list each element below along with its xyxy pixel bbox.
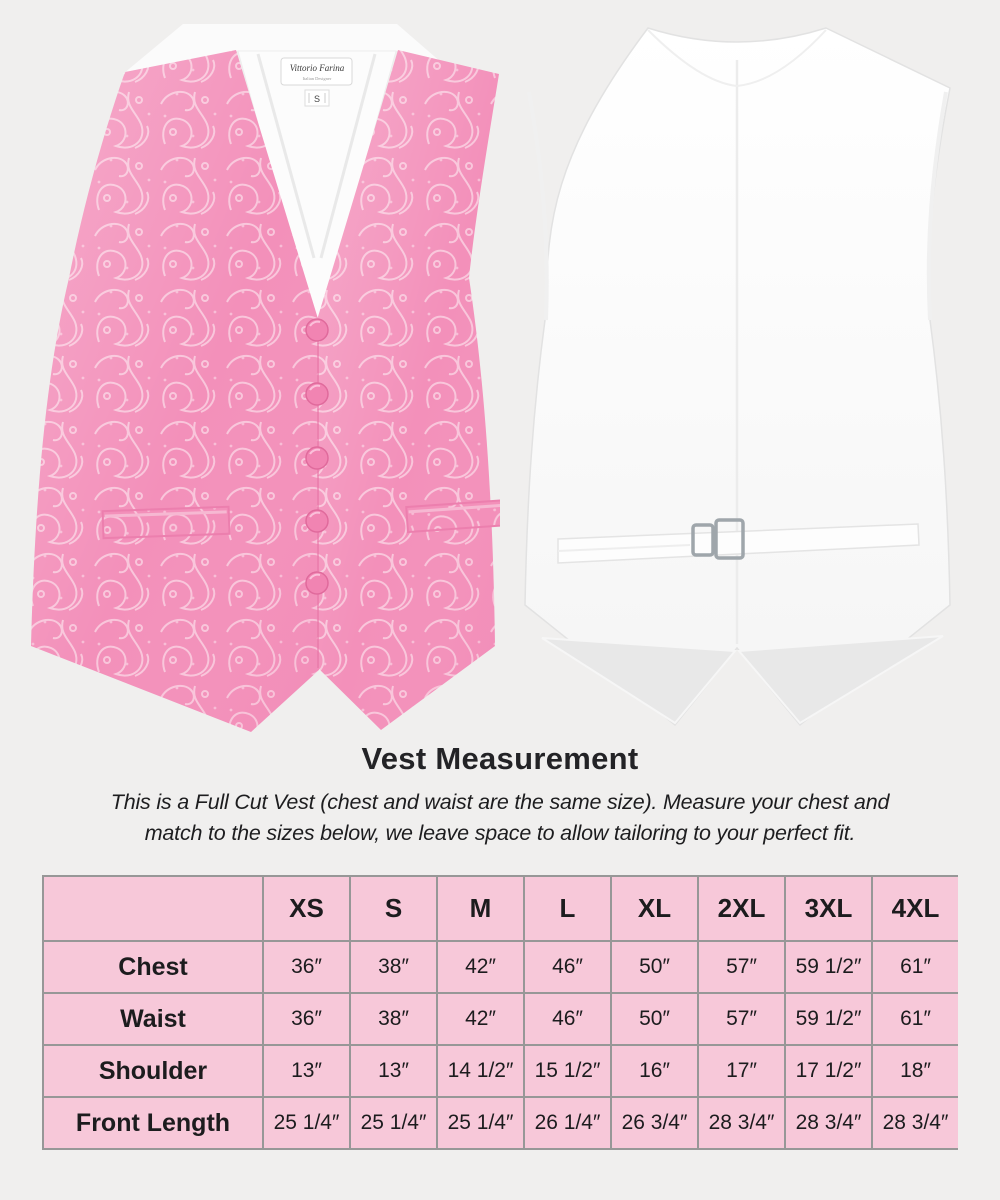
- vest-back-photo: [500, 20, 975, 735]
- size-column-header: 4XL: [872, 876, 958, 941]
- size-value-cell: 59 1/2″: [785, 993, 872, 1045]
- size-value-cell: 61″: [872, 993, 958, 1045]
- measurement-row-label: Waist: [43, 993, 263, 1045]
- size-tag-text: S: [313, 94, 321, 104]
- size-value-cell: 18″: [872, 1045, 958, 1097]
- size-value-cell: 26 1/4″: [524, 1097, 611, 1149]
- size-chart-table: [42, 875, 958, 1150]
- size-column-header: XS: [263, 876, 350, 941]
- measurement-row-label: Shoulder: [43, 1045, 263, 1097]
- size-column-header: 3XL: [785, 876, 872, 941]
- size-value-cell: 25 1/4″: [263, 1097, 350, 1149]
- section-title: Vest Measurement: [361, 741, 639, 776]
- size-value-cell: 42″: [437, 993, 524, 1045]
- size-column-header: L: [524, 876, 611, 941]
- brand-label: [281, 58, 352, 85]
- measurement-row-label: Front Length: [43, 1097, 263, 1149]
- size-table-header-row: [43, 876, 958, 941]
- size-value-cell: 15 1/2″: [524, 1045, 611, 1097]
- size-value-cell: 26 3/4″: [611, 1097, 698, 1149]
- size-value-cell: 28 3/4″: [698, 1097, 785, 1149]
- size-table-corner-cell: [43, 876, 263, 941]
- size-column-header: M: [437, 876, 524, 941]
- vest-front-photo: [25, 20, 500, 735]
- size-value-cell: 25 1/4″: [350, 1097, 437, 1149]
- size-value-cell: 28 3/4″: [872, 1097, 958, 1149]
- measurement-row: [43, 1045, 958, 1097]
- size-value-cell: 13″: [263, 1045, 350, 1097]
- size-column-header: S: [350, 876, 437, 941]
- size-value-cell: 42″: [437, 941, 524, 993]
- size-value-cell: 14 1/2″: [437, 1045, 524, 1097]
- size-value-cell: 36″: [263, 993, 350, 1045]
- size-value-cell: 61″: [872, 941, 958, 993]
- size-column-header: XL: [611, 876, 698, 941]
- brand-label-text: Vittorio Farina: [289, 63, 345, 73]
- size-value-cell: 38″: [350, 941, 437, 993]
- size-value-cell: 25 1/4″: [437, 1097, 524, 1149]
- size-tag: [305, 90, 329, 106]
- left-welt-pocket: [103, 507, 230, 538]
- size-value-cell: 17″: [698, 1045, 785, 1097]
- measurement-row-label: Chest: [43, 941, 263, 993]
- size-value-cell: 17 1/2″: [785, 1045, 872, 1097]
- size-value-cell: 13″: [350, 1045, 437, 1097]
- size-value-cell: 57″: [698, 941, 785, 993]
- description-line-1: This is a Full Cut Vest (chest and waist are the same size). Measure your chest and: [110, 790, 890, 814]
- brand-label-subtext: Italian Designer: [302, 76, 332, 81]
- measurement-row: [43, 1097, 958, 1149]
- size-value-cell: 16″: [611, 1045, 698, 1097]
- size-value-cell: 38″: [350, 993, 437, 1045]
- measurement-row: [43, 941, 958, 993]
- description-line-2: match to the sizes below, we leave space to allow tailoring to your perfect fit.: [144, 820, 856, 845]
- measurement-row: [43, 993, 958, 1045]
- size-value-cell: 28 3/4″: [785, 1097, 872, 1149]
- size-value-cell: 36″: [263, 941, 350, 993]
- size-column-header: 2XL: [698, 876, 785, 941]
- size-value-cell: 59 1/2″: [785, 941, 872, 993]
- size-value-cell: 50″: [611, 993, 698, 1045]
- size-value-cell: 57″: [698, 993, 785, 1045]
- measurement-description: [40, 787, 960, 848]
- size-value-cell: 50″: [611, 941, 698, 993]
- size-value-cell: 46″: [524, 993, 611, 1045]
- size-value-cell: 46″: [524, 941, 611, 993]
